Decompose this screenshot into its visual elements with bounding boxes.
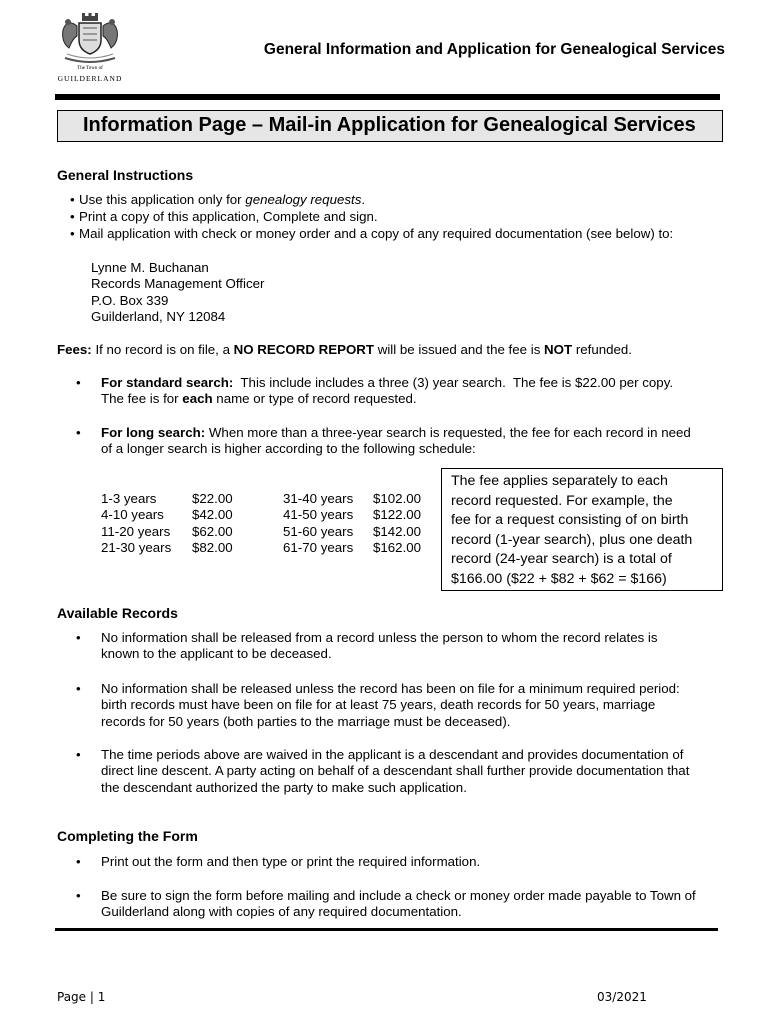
records-line: • No information shall be released from a record unless the person to whom the record relates is: [101, 630, 658, 645]
header-divider: [55, 94, 720, 100]
fee-range: 31-40 years: [283, 491, 354, 506]
standard-search-item: [101, 375, 726, 408]
address-line: Lynne M. Buchanan: [91, 260, 209, 275]
fees-bold: NO RECORD REPORT: [233, 342, 375, 357]
completing-item: • Print out the form and then type or print the required information.: [101, 854, 726, 870]
standard-search-text: The fee is for: [101, 391, 183, 407]
records-line: direct line descent. A party acting on behalf of a descendant shall further provide documentation that: [101, 763, 690, 779]
revision-date: 03/2021: [597, 990, 647, 1004]
fees-text: will be issued and the fee is: [374, 342, 545, 357]
fee-amount: $102.00: [373, 491, 422, 506]
address-line: P.O. Box 339: [91, 292, 169, 308]
page-title: Information Page – Mail-in Application for Genealogical Services: [83, 114, 696, 136]
fee-row: [283, 491, 421, 507]
mailing-address: [91, 260, 264, 326]
fee-range: 1-3 years: [101, 491, 157, 506]
fee-range: 41-50 years: [283, 507, 354, 523]
fees-text: If no record is on file, a: [91, 342, 234, 357]
fee-row: [283, 507, 421, 523]
instruction-emphasis: genealogy requests: [245, 192, 362, 207]
fee-row: [101, 540, 233, 556]
standard-search-bold: each: [182, 391, 213, 407]
logo-town-name: GUILDERLAND: [57, 74, 123, 83]
fee-schedule-right: [283, 491, 421, 557]
page-title-box: [57, 110, 723, 142]
address-line: Records Management Officer: [91, 276, 265, 292]
fee-amount: $122.00: [373, 507, 422, 523]
fee-amount: $42.00: [192, 507, 233, 523]
fees-text: refunded.: [572, 342, 633, 357]
logo-small-text: The Town of: [77, 66, 103, 71]
completing-line: • Be sure to sign the form before mailing and include a check or money order made payable to Town of: [101, 888, 696, 903]
records-item: [101, 681, 726, 730]
available-records-heading: Available Records: [57, 605, 178, 621]
records-item: [101, 630, 726, 663]
header-title: General Information and Application for Genealogical Services: [263, 41, 725, 58]
long-search-text: When more than a three-year search is requested, the fee for each record in need: [205, 425, 691, 440]
records-line: the descendant authorized the party to make such application.: [101, 779, 467, 795]
standard-search-text: This include includes a three (3) year search. The fee is $22.00 per copy.: [233, 375, 674, 390]
address-line: Guilderland, NY 12084: [91, 309, 226, 325]
fee-range: 21-30 years: [101, 540, 172, 556]
fees-label: Fees:: [57, 342, 92, 357]
note-line: $166.00 ($22 + $82 + $62 = $166): [451, 570, 667, 587]
note-line: fee for a request consisting of on birth: [451, 512, 689, 529]
records-line: known to the applicant to be deceased.: [101, 646, 332, 662]
fee-amount: $22.00: [192, 491, 233, 506]
fee-range: 61-70 years: [283, 540, 354, 556]
town-seal-logo: [55, 8, 125, 86]
fee-row: [283, 540, 421, 556]
seal-icon: [55, 8, 125, 66]
instruction-item: [79, 192, 365, 208]
fee-row: [101, 524, 233, 540]
fee-row: [283, 524, 421, 540]
standard-search-text: name or type of record requested.: [212, 391, 417, 407]
records-line: • The time periods above are waived in the applicant is a descendant and provides documentation of: [101, 747, 684, 762]
fees-bold: NOT: [544, 342, 573, 357]
fee-row: [101, 491, 233, 507]
long-search-text: of a longer search is higher according to the following schedule:: [101, 441, 476, 457]
completing-line: Guilderland along with copies of any required documentation.: [101, 904, 462, 920]
fee-range: 11-20 years: [101, 523, 171, 539]
instruction-text: Use this application only for: [79, 192, 246, 207]
note-line: record requested. For example, the: [451, 492, 673, 509]
general-instructions-heading: General Instructions: [57, 167, 194, 183]
records-line: records for 50 years (both parties to the marriage must be deceased).: [101, 713, 511, 729]
long-search-item: [101, 425, 726, 458]
note-line: record (24-year search) is a total of: [451, 551, 672, 568]
fee-row: [101, 507, 233, 523]
instruction-item: • Print a copy of this application, Complete and sign.: [79, 209, 378, 225]
fee-amount: $82.00: [192, 540, 233, 556]
records-line: • No information shall be released unless the record has been on file for a minimum required period:: [101, 681, 680, 696]
fee-amount: $62.00: [192, 523, 233, 539]
completing-form-heading: Completing the Form: [57, 828, 198, 844]
fee-schedule-left: [101, 491, 233, 557]
fee-range: 51-60 years: [283, 523, 354, 539]
standard-search-label: For standard search:: [101, 375, 234, 390]
records-item: [101, 747, 726, 796]
fee-amount: $162.00: [373, 540, 422, 556]
completing-item: [101, 888, 726, 921]
long-search-label: For long search:: [101, 425, 206, 440]
footer-divider: [55, 928, 718, 931]
fee-range: 4-10 years: [101, 507, 164, 523]
instruction-item: • Mail application with check or money order and a copy of any required documentation (see below) to:: [79, 226, 673, 242]
page-number: Page | 1: [57, 990, 106, 1004]
fee-amount: $142.00: [373, 523, 422, 539]
fee-example-note: [441, 468, 723, 591]
records-line: birth records must have been on file for at least 75 years, death records for 50 years, marriage: [101, 697, 656, 713]
fees-paragraph: [57, 342, 632, 358]
note-line: record (1-year search), plus one death: [451, 531, 693, 548]
note-line: The fee applies separately to each: [451, 473, 668, 489]
instruction-text: .: [361, 192, 366, 207]
